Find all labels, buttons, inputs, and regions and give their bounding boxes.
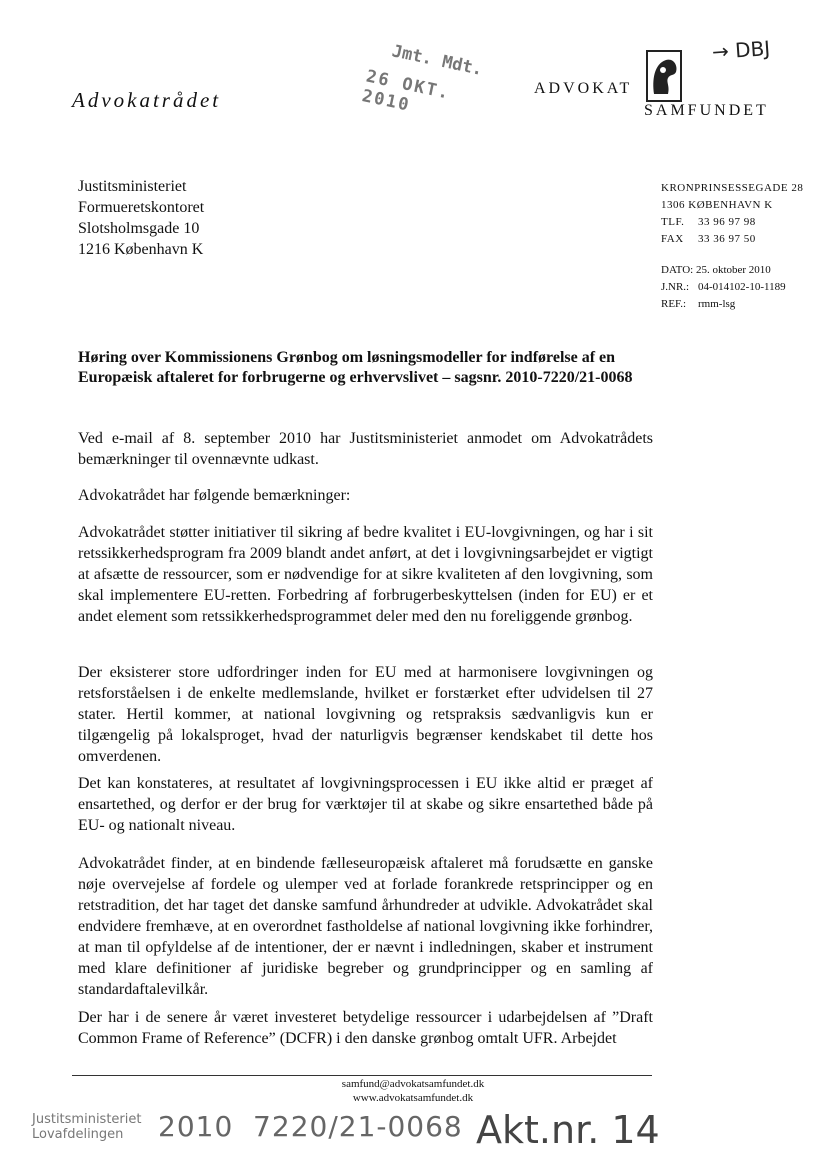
- body-paragraph: Der eksisterer store udfordringer inden for EU med at harmonisere lovgivningen og retsforståelsen i de enkelte medlemslande, hvilket er forstærket efter udvidelsen til 27 stater. Hertil kommer, at national lovgivning og retspraksis sædvanligvis kun er tilgængelig på lokalsproget, hvad der naturligvis begrænser kendskabet til dette hos omverdenen.: [78, 664, 653, 765]
- recipient-line: Slotsholmsgade 10: [78, 220, 200, 237]
- sender-street: KRONPRINSESSEGADE 28: [661, 182, 804, 194]
- archive-stamp: [32, 1112, 141, 1142]
- recipient-line: Justitsministeriet: [78, 178, 187, 195]
- footer-website: www.advokatsamfundet.dk: [352, 1092, 474, 1104]
- body-paragraph: Der har i de senere år været investeret betydelige ressourcer i udarbejdelsen af ”Draft Common Frame of Reference” (DCFR) i den danske grønbog omtalt UFR. Arbejdet: [78, 1009, 653, 1047]
- logo-text-samfundet: SAMFUNDET: [644, 102, 769, 119]
- sender-city: 1306 KØBENHAVN K: [661, 199, 773, 211]
- recipient-line: Formueretskontoret: [78, 199, 205, 216]
- date-value: 25. oktober 2010: [695, 264, 771, 276]
- footer-email: samfund@advokatsamfundet.dk: [341, 1078, 485, 1090]
- letter-subject: Høring over Kommissionens Grønbog om løsningsmodeller for indførelse af en Europæisk aftaleret for forbrugerne og erhvervslivet – sagsnr. 2010-7220/21-0068: [78, 349, 633, 386]
- handwritten-routing-note: → DBJ: [711, 36, 771, 64]
- jnr-value: 04-014102-10-1189: [698, 281, 786, 293]
- body-paragraph: Ved e-mail af 8. september 2010 har Justitsministeriet anmodet om Advokatrådets bemærkninger til ovennævnte udkast.: [78, 430, 653, 468]
- logo-text-advokat: ADVOKAT: [534, 80, 633, 97]
- sender-fax: [661, 231, 803, 248]
- archive-stamp-line-1: Justitsministeriet: [32, 1112, 142, 1127]
- letter-date: [661, 262, 786, 279]
- ref-label: REF.:: [661, 298, 687, 310]
- archive-stamp-line-2: Lovafdelingen: [32, 1127, 124, 1142]
- fax-label: FAX: [661, 233, 684, 245]
- footer-divider: [72, 1075, 652, 1076]
- jnr-label: J.NR.:: [661, 281, 690, 293]
- ref-value: rmm-lsg: [698, 298, 736, 310]
- body-paragraph: Advokatrådet finder, at en bindende fælleseuropæisk aftaleret må forudsætte en ganske nøje overvejelse af fordele og ulemper ved at forlade forankrede retsprincipper og en retstradition, det har taget det danske samfund århundreder at udvikle. Advokatrådet skal endvidere fremhæve, at en overordnet fastholdelse af national lovgivning ikke forhindrer, at man til opfyldelse af de intentioner, der er nævnt i indledningen, skaber et instrument med klare definitioner af juridiske begreber og grundprincipper og en samling af standardaftalevilkår.: [78, 855, 653, 998]
- letter-reference: [661, 296, 786, 313]
- stamp-line-2: 26 OKT. 2010: [360, 66, 453, 116]
- fax-value: 33 36 97 50: [698, 233, 756, 245]
- sender-contact-block: [661, 180, 803, 248]
- body-paragraph: Advokatrådet støtter initiativer til sikring af bedre kvalitet i EU-lovgivningen, og har i sit retssikkerhedsprogram fra 2009 blandt andet anført, at det i lovgivningsarbejdet er vigtigt at afsætte de ressourcer, som er nødvendige for at sikre kvaliteten af den lovgivning, som skal implementere EU-retten. Forbedring af forbrugerbeskyttelsen (inden for EU) er et andet element som retssikkerhedsprogrammet deler med den nu foreliggende grønbog.: [78, 524, 653, 625]
- stamp-line-1: Jmt. Mdt.: [390, 41, 485, 81]
- date-label: DATO:: [661, 264, 694, 276]
- received-stamp: [356, 36, 488, 131]
- archive-case-number: 2010 ⁠ 7220/21-0068: [158, 1110, 463, 1143]
- sender-brand-title: Advokatrådet: [72, 88, 222, 112]
- letter-meta-block: [661, 262, 786, 313]
- recipient-line: 1216 København K: [78, 241, 204, 258]
- body-paragraph: Advokatrådet har følgende bemærkninger:: [78, 487, 351, 504]
- phone-label: TLF.: [661, 216, 685, 228]
- phone-value: 33 96 97 98: [698, 216, 756, 228]
- body-paragraph: Det kan konstateres, at resultatet af lovgivningsprocessen i EU ikke altid er præget af ensartethed, og derfor er der brug for værktøjer til at skabe og sikre ensartethed både på EU- og nationalt niveau.: [78, 775, 653, 834]
- letter-journal-number: [661, 279, 786, 296]
- advokatsamfundet-logo-icon: [646, 50, 682, 102]
- sender-phone: [661, 214, 803, 231]
- document-number: Akt.nr. 14: [476, 1108, 660, 1152]
- recipient-address: [78, 176, 204, 260]
